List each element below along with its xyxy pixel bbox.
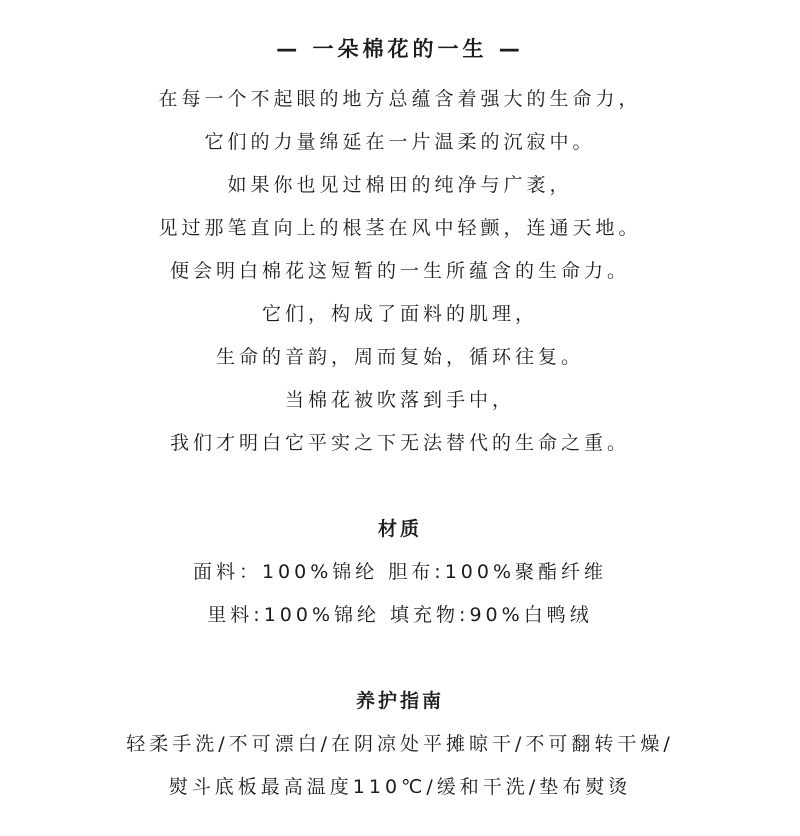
poem-line: 在每一个不起眼的地方总蕴含着强大的生命力， bbox=[158, 88, 642, 110]
materials-line: 面料：100%锦纶 胆布:100%聚酯纤维 bbox=[192, 561, 608, 583]
care-guide-line: 熨斗底板最高温度110℃/缓和干洗/垫布熨烫 bbox=[168, 776, 632, 798]
poem-section bbox=[0, 78, 800, 465]
care-guide-section bbox=[0, 680, 800, 809]
poem-line: 它们，构成了面料的肌理， bbox=[261, 303, 538, 325]
materials-section bbox=[0, 508, 800, 637]
poem-line: 当棉花被吹落到手中， bbox=[284, 389, 515, 411]
poem-line: 它们的力量绵延在一片温柔的沉寂中。 bbox=[204, 131, 596, 153]
care-guide-heading: 养护指南 bbox=[355, 690, 444, 712]
page-title: — 一朵棉花的一生 — bbox=[276, 37, 524, 61]
poem-line: 我们才明白它平实之下无法替代的生命之重。 bbox=[169, 432, 630, 454]
poem-line: 生命的音韵，周而复始，循环往复。 bbox=[215, 346, 584, 368]
poem-line: 便会明白棉花这短暂的一生所蕴含的生命力。 bbox=[169, 260, 630, 282]
materials-heading: 材质 bbox=[377, 518, 422, 540]
care-guide-line: 轻柔手洗/不可漂白/在阴凉处平摊晾干/不可翻转干燥/ bbox=[126, 733, 674, 755]
poem-line: 见过那笔直向上的根茎在风中轻颤，连通天地。 bbox=[158, 217, 642, 239]
poem-line: 如果你也见过棉田的纯净与广袤， bbox=[227, 174, 573, 196]
materials-line: 里料:100%锦纶 填充物:90%白鸭绒 bbox=[207, 604, 593, 626]
